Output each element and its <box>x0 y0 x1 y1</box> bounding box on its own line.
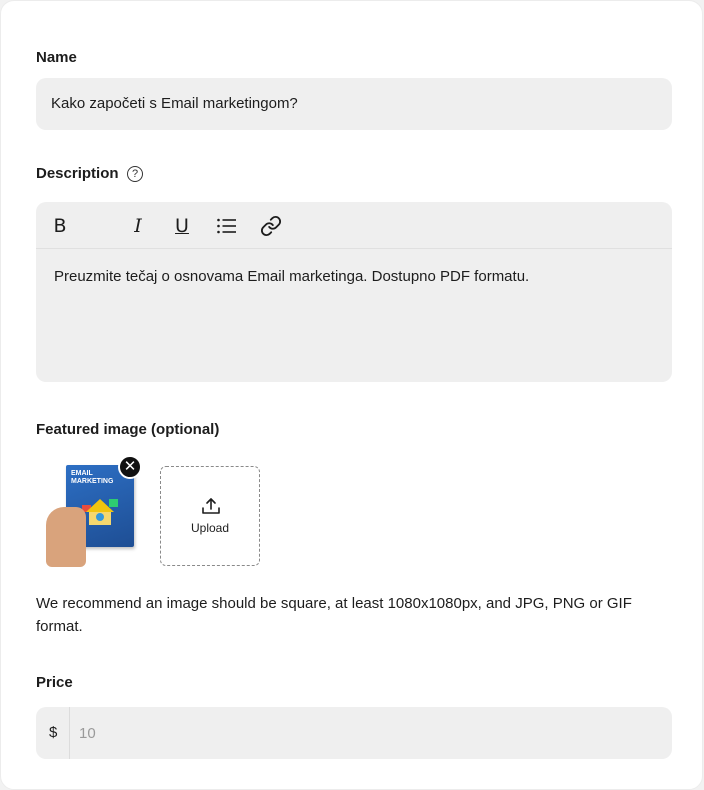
description-editor[interactable] <box>36 202 672 382</box>
upload-icon <box>201 497 221 515</box>
bullet-list-button[interactable] <box>213 212 241 240</box>
image-recommendation-text: We recommend an image should be square, at least 1080x1080px, and JPG, PNG or GIF format. <box>36 595 632 635</box>
name-label: Name <box>36 49 77 66</box>
currency-symbol: $ <box>49 724 58 741</box>
link-icon <box>260 215 282 237</box>
ebook-cover-title: EMAIL MARKETING <box>71 470 114 485</box>
price-label: Price <box>36 674 73 691</box>
price-input[interactable] <box>70 707 670 759</box>
description-text[interactable]: Preuzmite tečaj o osnovama Email marketinga. Dostupno PDF formatu. <box>54 268 530 285</box>
upload-button[interactable] <box>160 466 260 566</box>
editor-toolbar <box>36 202 672 249</box>
bullet-list-icon <box>216 217 238 235</box>
featured-image-label: Featured image (optional) <box>36 421 220 438</box>
name-input[interactable]: Kako započeti s Email marketingom? <box>36 78 672 130</box>
description-label: Description <box>36 165 119 182</box>
house-icon <box>80 495 120 529</box>
bold-button[interactable]: B <box>53 215 67 237</box>
help-icon[interactable]: ? <box>127 166 143 182</box>
featured-image-thumbnail <box>38 457 142 569</box>
price-field <box>36 707 672 759</box>
remove-image-icon[interactable]: ✕ <box>118 455 142 479</box>
link-button[interactable] <box>257 212 285 240</box>
underline-button[interactable]: U <box>175 215 189 237</box>
italic-button[interactable]: I <box>134 215 142 237</box>
upload-label: Upload <box>190 521 230 535</box>
hand-graphic <box>46 507 86 567</box>
